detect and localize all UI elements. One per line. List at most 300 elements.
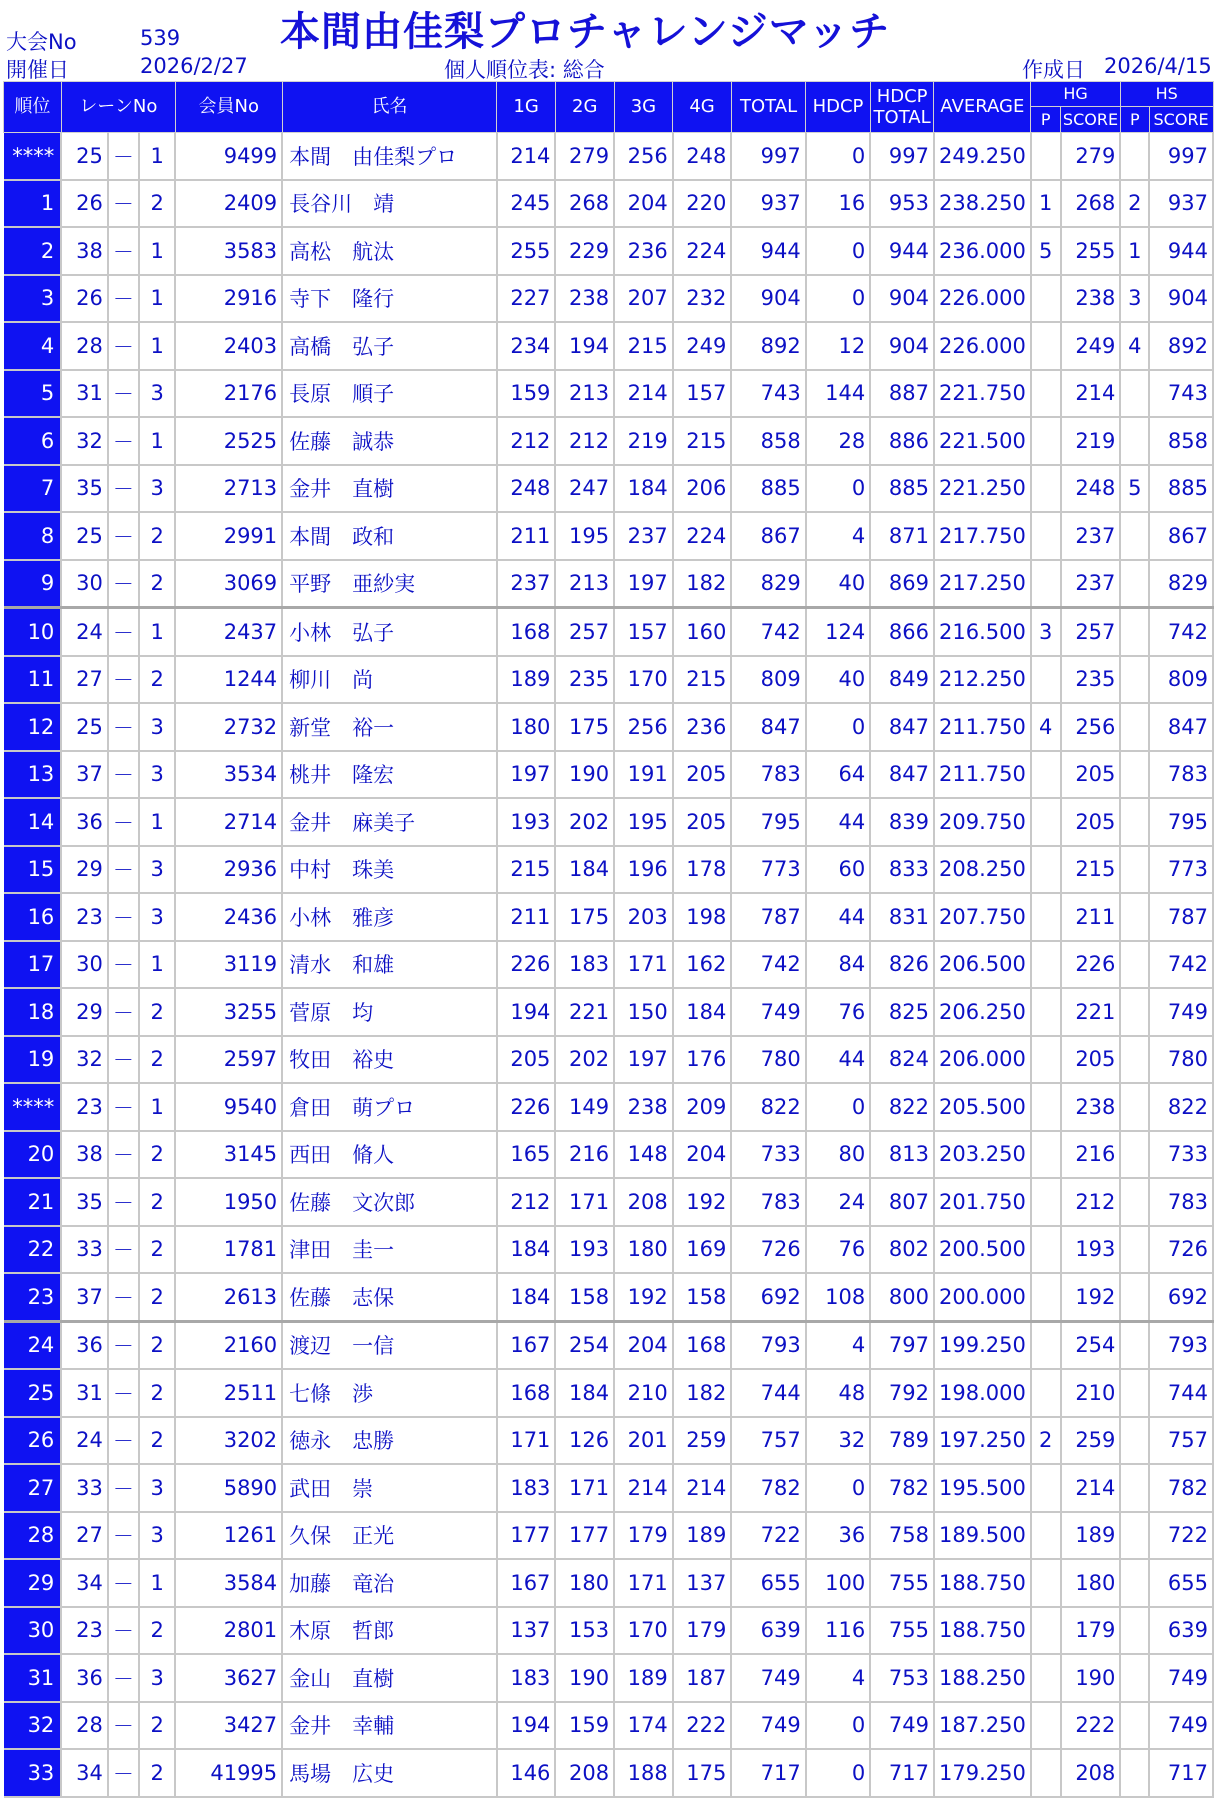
rank-cell: 12 xyxy=(4,703,62,751)
lane-cell: 30 xyxy=(61,560,108,608)
rank-cell: 25 xyxy=(4,1369,62,1417)
hdcp-cell: 116 xyxy=(806,1607,870,1655)
average-cell: 217.250 xyxy=(934,560,1031,608)
hdcp-total-cell: 847 xyxy=(870,703,934,751)
game1-cell: 167 xyxy=(497,1321,556,1369)
average-cell: 189.500 xyxy=(934,1512,1031,1560)
total-cell: 722 xyxy=(731,1512,805,1560)
hg-score-cell: 205 xyxy=(1061,751,1121,799)
member-no-cell: 3145 xyxy=(175,1131,282,1179)
total-cell: 749 xyxy=(731,1654,805,1702)
game1-cell: 248 xyxy=(497,465,556,513)
average-cell: 207.750 xyxy=(934,893,1031,941)
game2-cell: 184 xyxy=(555,1369,614,1417)
name-cell: 佐藤 志保 xyxy=(282,1273,497,1321)
box-cell: 1 xyxy=(139,798,175,846)
hdcp-cell: 40 xyxy=(806,656,870,704)
game1-cell: 234 xyxy=(497,322,556,370)
name-cell: 本間 由佳梨プロ xyxy=(282,133,497,180)
game1-cell: 171 xyxy=(497,1417,556,1465)
lane-cell: 37 xyxy=(61,1273,108,1321)
col-hdcp-total xyxy=(870,82,934,133)
member-no-cell: 1781 xyxy=(175,1226,282,1274)
average-cell: 188.750 xyxy=(934,1607,1031,1655)
table-row xyxy=(4,227,1214,275)
game3-cell: 180 xyxy=(614,1226,673,1274)
hdcp-cell: 0 xyxy=(806,465,870,513)
rank-cell: **** xyxy=(4,1083,62,1131)
name-cell: 菅原 均 xyxy=(282,988,497,1036)
game3-cell: 170 xyxy=(614,1607,673,1655)
lane-cell: 25 xyxy=(61,703,108,751)
hg-score-cell: 255 xyxy=(1061,227,1121,275)
lane-dash: － xyxy=(108,1702,139,1750)
hg-place-cell xyxy=(1031,322,1061,370)
hg-place-cell xyxy=(1031,893,1061,941)
hdcp-total-cell: 755 xyxy=(870,1559,934,1607)
total-cell: 655 xyxy=(731,1559,805,1607)
total-cell: 757 xyxy=(731,1417,805,1465)
hg-place-cell xyxy=(1031,798,1061,846)
game4-cell: 204 xyxy=(673,1131,732,1179)
game4-cell: 206 xyxy=(673,465,732,513)
rank-cell: 3 xyxy=(4,275,62,323)
rank-cell: 2 xyxy=(4,227,62,275)
hs-score-cell: 783 xyxy=(1149,1178,1213,1226)
box-cell: 1 xyxy=(139,608,175,656)
game1-cell: 212 xyxy=(497,1178,556,1226)
hs-place-cell xyxy=(1120,1273,1149,1321)
game1-cell: 194 xyxy=(497,1702,556,1750)
hdcp-total-cell: 847 xyxy=(870,751,934,799)
game2-cell: 238 xyxy=(555,275,614,323)
total-cell: 829 xyxy=(731,560,805,608)
game3-cell: 184 xyxy=(614,465,673,513)
game4-cell: 209 xyxy=(673,1083,732,1131)
average-cell: 221.500 xyxy=(934,417,1031,465)
game1-cell: 167 xyxy=(497,1559,556,1607)
rank-cell: 9 xyxy=(4,560,62,608)
lane-dash: － xyxy=(108,512,139,560)
game4-cell: 158 xyxy=(673,1273,732,1321)
game1-cell: 226 xyxy=(497,941,556,989)
game1-cell: 226 xyxy=(497,1083,556,1131)
hg-score-cell: 219 xyxy=(1061,417,1121,465)
game3-cell: 256 xyxy=(614,133,673,180)
rank-cell: **** xyxy=(4,133,62,180)
box-cell: 3 xyxy=(139,465,175,513)
game1-cell: 211 xyxy=(497,893,556,941)
member-no-cell: 2916 xyxy=(175,275,282,323)
lane-cell: 38 xyxy=(61,1131,108,1179)
box-cell: 2 xyxy=(139,1131,175,1179)
col-hs-p: P xyxy=(1120,107,1149,133)
hs-score-cell: 749 xyxy=(1149,1654,1213,1702)
total-cell: 787 xyxy=(731,893,805,941)
game1-cell: 146 xyxy=(497,1749,556,1797)
hdcp-total-cell: 953 xyxy=(870,180,934,228)
hdcp-total-cell: 886 xyxy=(870,417,934,465)
rank-cell: 4 xyxy=(4,322,62,370)
lane-dash: － xyxy=(108,1273,139,1321)
hs-score-cell: 782 xyxy=(1149,1464,1213,1512)
lane-cell: 33 xyxy=(61,1226,108,1274)
game4-cell: 168 xyxy=(673,1321,732,1369)
table-row xyxy=(4,1749,1214,1797)
member-no-cell: 1244 xyxy=(175,656,282,704)
col-3g: 3G xyxy=(614,82,673,133)
box-cell: 3 xyxy=(139,1464,175,1512)
total-cell: 997 xyxy=(731,133,805,180)
game1-cell: 205 xyxy=(497,1036,556,1084)
average-cell: 236.000 xyxy=(934,227,1031,275)
hdcp-total-cell: 802 xyxy=(870,1226,934,1274)
average-cell: 217.750 xyxy=(934,512,1031,560)
hg-place-cell xyxy=(1031,988,1061,1036)
game1-cell: 168 xyxy=(497,1369,556,1417)
hg-place-cell xyxy=(1031,751,1061,799)
hs-score-cell: 822 xyxy=(1149,1083,1213,1131)
average-cell: 226.000 xyxy=(934,275,1031,323)
rank-cell: 20 xyxy=(4,1131,62,1179)
game1-cell: 215 xyxy=(497,846,556,894)
game4-cell: 176 xyxy=(673,1036,732,1084)
game3-cell: 197 xyxy=(614,560,673,608)
col-hdcp-total-line1: HDCP xyxy=(876,85,928,107)
lane-cell: 29 xyxy=(61,988,108,1036)
lane-cell: 23 xyxy=(61,1607,108,1655)
table-row xyxy=(4,608,1214,656)
average-cell: 195.500 xyxy=(934,1464,1031,1512)
game3-cell: 207 xyxy=(614,275,673,323)
page-title: 本間由佳梨プロチャレンジマッチ xyxy=(280,9,891,55)
hg-score-cell: 221 xyxy=(1061,988,1121,1036)
game3-cell: 204 xyxy=(614,1321,673,1369)
hg-score-cell: 279 xyxy=(1061,133,1121,180)
game4-cell: 224 xyxy=(673,512,732,560)
hg-place-cell: 4 xyxy=(1031,703,1061,751)
lane-dash: － xyxy=(108,180,139,228)
game4-cell: 224 xyxy=(673,227,732,275)
game2-cell: 126 xyxy=(555,1417,614,1465)
table-row xyxy=(4,893,1214,941)
name-cell: 金井 麻美子 xyxy=(282,798,497,846)
game4-cell: 215 xyxy=(673,656,732,704)
hg-place-cell xyxy=(1031,1083,1061,1131)
name-cell: 高橋 弘子 xyxy=(282,322,497,370)
lane-dash: － xyxy=(108,1417,139,1465)
game1-cell: 183 xyxy=(497,1464,556,1512)
hs-score-cell: 892 xyxy=(1149,322,1213,370)
game2-cell: 235 xyxy=(555,656,614,704)
box-cell: 2 xyxy=(139,1749,175,1797)
lane-cell: 30 xyxy=(61,941,108,989)
total-cell: 782 xyxy=(731,1464,805,1512)
box-cell: 2 xyxy=(139,1417,175,1465)
game3-cell: 201 xyxy=(614,1417,673,1465)
total-cell: 885 xyxy=(731,465,805,513)
game4-cell: 249 xyxy=(673,322,732,370)
box-cell: 2 xyxy=(139,988,175,1036)
member-no-cell: 9499 xyxy=(175,133,282,180)
game3-cell: 204 xyxy=(614,180,673,228)
game2-cell: 247 xyxy=(555,465,614,513)
lane-cell: 34 xyxy=(61,1559,108,1607)
hg-place-cell: 1 xyxy=(1031,180,1061,228)
ranking-table xyxy=(3,81,1214,1798)
member-no-cell: 1261 xyxy=(175,1512,282,1560)
average-cell: 206.250 xyxy=(934,988,1031,1036)
box-cell: 3 xyxy=(139,370,175,418)
box-cell: 1 xyxy=(139,417,175,465)
lane-dash: － xyxy=(108,133,139,180)
hg-place-cell xyxy=(1031,1749,1061,1797)
hg-score-cell: 214 xyxy=(1061,1464,1121,1512)
lane-dash: － xyxy=(108,227,139,275)
box-cell: 1 xyxy=(139,133,175,180)
box-cell: 1 xyxy=(139,1559,175,1607)
name-cell: 清水 和雄 xyxy=(282,941,497,989)
lane-dash: － xyxy=(108,1083,139,1131)
lane-dash: － xyxy=(108,608,139,656)
table-row xyxy=(4,322,1214,370)
member-no-cell: 3584 xyxy=(175,1559,282,1607)
hdcp-cell: 0 xyxy=(806,133,870,180)
average-cell: 208.250 xyxy=(934,846,1031,894)
game2-cell: 180 xyxy=(555,1559,614,1607)
game4-cell: 184 xyxy=(673,988,732,1036)
hdcp-cell: 0 xyxy=(806,1083,870,1131)
hg-score-cell: 237 xyxy=(1061,512,1121,560)
hg-place-cell xyxy=(1031,846,1061,894)
hg-score-cell: 216 xyxy=(1061,1131,1121,1179)
name-cell: 武田 崇 xyxy=(282,1464,497,1512)
col-average: AVERAGE xyxy=(934,82,1031,133)
rank-cell: 15 xyxy=(4,846,62,894)
lane-cell: 25 xyxy=(61,133,108,180)
total-cell: 867 xyxy=(731,512,805,560)
col-hs-score: SCORE xyxy=(1149,107,1213,133)
game2-cell: 171 xyxy=(555,1178,614,1226)
lane-cell: 28 xyxy=(61,1702,108,1750)
hg-place-cell xyxy=(1031,370,1061,418)
name-cell: 桃井 隆宏 xyxy=(282,751,497,799)
hs-place-cell xyxy=(1120,1417,1149,1465)
average-cell: 211.750 xyxy=(934,703,1031,751)
table-row xyxy=(4,1654,1214,1702)
hs-place-cell xyxy=(1120,1654,1149,1702)
hg-place-cell xyxy=(1031,941,1061,989)
hdcp-cell: 76 xyxy=(806,1226,870,1274)
name-cell: 徳永 忠勝 xyxy=(282,1417,497,1465)
member-no-cell: 2436 xyxy=(175,893,282,941)
hg-place-cell xyxy=(1031,560,1061,608)
table-row xyxy=(4,512,1214,560)
box-cell: 2 xyxy=(139,1178,175,1226)
average-cell: 238.250 xyxy=(934,180,1031,228)
table-row xyxy=(4,1512,1214,1560)
game4-cell: 232 xyxy=(673,275,732,323)
game3-cell: 192 xyxy=(614,1273,673,1321)
game3-cell: 237 xyxy=(614,512,673,560)
box-cell: 3 xyxy=(139,1654,175,1702)
game2-cell: 153 xyxy=(555,1607,614,1655)
game2-cell: 216 xyxy=(555,1131,614,1179)
table-row xyxy=(4,1273,1214,1321)
game4-cell: 160 xyxy=(673,608,732,656)
rank-cell: 32 xyxy=(4,1702,62,1750)
hs-place-cell xyxy=(1120,512,1149,560)
game4-cell: 137 xyxy=(673,1559,732,1607)
lane-dash: － xyxy=(108,1369,139,1417)
hg-score-cell: 256 xyxy=(1061,703,1121,751)
game3-cell: 170 xyxy=(614,656,673,704)
game2-cell: 229 xyxy=(555,227,614,275)
name-cell: 柳川 尚 xyxy=(282,656,497,704)
table-row xyxy=(4,1321,1214,1369)
hdcp-cell: 32 xyxy=(806,1417,870,1465)
hdcp-cell: 0 xyxy=(806,703,870,751)
hg-score-cell: 179 xyxy=(1061,1607,1121,1655)
hs-place-cell: 5 xyxy=(1120,465,1149,513)
hs-score-cell: 773 xyxy=(1149,846,1213,894)
lane-cell: 27 xyxy=(61,656,108,704)
name-cell: 渡辺 一信 xyxy=(282,1321,497,1369)
box-cell: 2 xyxy=(139,1226,175,1274)
member-no-cell: 2597 xyxy=(175,1036,282,1084)
lane-dash: － xyxy=(108,275,139,323)
hdcp-cell: 80 xyxy=(806,1131,870,1179)
rank-cell: 23 xyxy=(4,1273,62,1321)
game4-cell: 157 xyxy=(673,370,732,418)
hdcp-cell: 0 xyxy=(806,1702,870,1750)
name-cell: 七條 渉 xyxy=(282,1369,497,1417)
game4-cell: 189 xyxy=(673,1512,732,1560)
game3-cell: 256 xyxy=(614,703,673,751)
game4-cell: 162 xyxy=(673,941,732,989)
member-no-cell: 2732 xyxy=(175,703,282,751)
name-cell: 佐藤 誠恭 xyxy=(282,417,497,465)
col-1g: 1G xyxy=(497,82,556,133)
hdcp-cell: 24 xyxy=(806,1178,870,1226)
lane-cell: 29 xyxy=(61,846,108,894)
game4-cell: 222 xyxy=(673,1702,732,1750)
total-cell: 743 xyxy=(731,370,805,418)
lane-cell: 26 xyxy=(61,275,108,323)
lane-dash: － xyxy=(108,1226,139,1274)
game2-cell: 158 xyxy=(555,1273,614,1321)
total-cell: 793 xyxy=(731,1321,805,1369)
game1-cell: 137 xyxy=(497,1607,556,1655)
member-no-cell: 9540 xyxy=(175,1083,282,1131)
lane-dash: － xyxy=(108,656,139,704)
col-hg-p: P xyxy=(1031,107,1061,133)
game2-cell: 208 xyxy=(555,1749,614,1797)
hdcp-cell: 12 xyxy=(806,322,870,370)
member-no-cell: 2801 xyxy=(175,1607,282,1655)
game4-cell: 187 xyxy=(673,1654,732,1702)
hg-place-cell xyxy=(1031,512,1061,560)
hs-score-cell: 655 xyxy=(1149,1559,1213,1607)
name-cell: 長谷川 靖 xyxy=(282,180,497,228)
hs-score-cell: 639 xyxy=(1149,1607,1213,1655)
total-cell: 822 xyxy=(731,1083,805,1131)
lane-dash: － xyxy=(108,1464,139,1512)
lane-cell: 34 xyxy=(61,1749,108,1797)
table-row xyxy=(4,1559,1214,1607)
hdcp-total-cell: 758 xyxy=(870,1512,934,1560)
hs-place-cell xyxy=(1120,133,1149,180)
rank-cell: 16 xyxy=(4,893,62,941)
hdcp-cell: 4 xyxy=(806,1654,870,1702)
lane-cell: 36 xyxy=(61,1654,108,1702)
hg-score-cell: 193 xyxy=(1061,1226,1121,1274)
hs-place-cell xyxy=(1120,1321,1149,1369)
col-total: TOTAL xyxy=(731,82,805,133)
game3-cell: 188 xyxy=(614,1749,673,1797)
table-row xyxy=(4,656,1214,704)
table-row xyxy=(4,988,1214,1036)
rank-cell: 28 xyxy=(4,1512,62,1560)
game2-cell: 194 xyxy=(555,322,614,370)
game1-cell: 255 xyxy=(497,227,556,275)
table-row xyxy=(4,1131,1214,1179)
table-row xyxy=(4,1083,1214,1131)
box-cell: 2 xyxy=(139,512,175,560)
total-cell: 733 xyxy=(731,1131,805,1179)
table-row xyxy=(4,941,1214,989)
game1-cell: 159 xyxy=(497,370,556,418)
hg-score-cell: 205 xyxy=(1061,798,1121,846)
table-row xyxy=(4,1464,1214,1512)
hdcp-cell: 0 xyxy=(806,227,870,275)
hdcp-cell: 0 xyxy=(806,1464,870,1512)
hdcp-cell: 4 xyxy=(806,1321,870,1369)
total-cell: 783 xyxy=(731,1178,805,1226)
game3-cell: 210 xyxy=(614,1369,673,1417)
lane-cell: 37 xyxy=(61,751,108,799)
name-cell: 佐藤 文次郎 xyxy=(282,1178,497,1226)
name-cell: 久保 正光 xyxy=(282,1512,497,1560)
box-cell: 2 xyxy=(139,1273,175,1321)
hdcp-total-cell: 869 xyxy=(870,560,934,608)
hdcp-cell: 44 xyxy=(806,798,870,846)
average-cell: 216.500 xyxy=(934,608,1031,656)
hs-place-cell xyxy=(1120,1131,1149,1179)
average-cell: 206.500 xyxy=(934,941,1031,989)
game1-cell: 212 xyxy=(497,417,556,465)
average-cell: 206.000 xyxy=(934,1036,1031,1084)
hg-score-cell: 268 xyxy=(1061,180,1121,228)
hg-score-cell: 249 xyxy=(1061,322,1121,370)
lane-dash: － xyxy=(108,1607,139,1655)
game3-cell: 174 xyxy=(614,1702,673,1750)
game2-cell: 213 xyxy=(555,560,614,608)
game3-cell: 219 xyxy=(614,417,673,465)
member-no-cell: 2613 xyxy=(175,1273,282,1321)
total-cell: 742 xyxy=(731,608,805,656)
hs-place-cell xyxy=(1120,656,1149,704)
hg-score-cell: 222 xyxy=(1061,1702,1121,1750)
table-row xyxy=(4,133,1214,180)
col-member: 会員No xyxy=(175,82,282,133)
hg-place-cell xyxy=(1031,1512,1061,1560)
name-cell: 長原 順子 xyxy=(282,370,497,418)
hs-score-cell: 749 xyxy=(1149,1702,1213,1750)
member-no-cell: 3534 xyxy=(175,751,282,799)
hdcp-total-cell: 826 xyxy=(870,941,934,989)
total-cell: 692 xyxy=(731,1273,805,1321)
